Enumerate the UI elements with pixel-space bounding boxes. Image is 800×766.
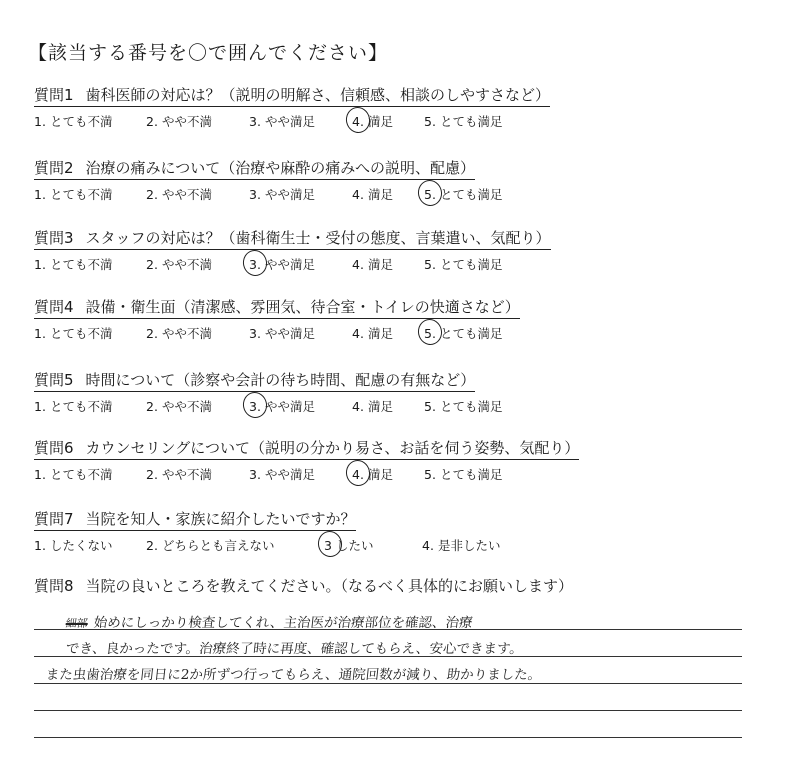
handwritten-answer-line-2 [65, 637, 524, 657]
option-number: 3. [249, 257, 261, 272]
option-number: 2. [146, 187, 158, 202]
option-number: 1. [34, 114, 46, 129]
answer-options [34, 255, 774, 273]
option-number: 4. [352, 326, 364, 341]
answer-line [34, 711, 742, 738]
question-title [34, 437, 579, 460]
answer-option[interactable] [424, 112, 502, 130]
question-3 [34, 227, 774, 273]
answer-option[interactable] [324, 536, 373, 554]
answer-option[interactable] [146, 324, 212, 342]
option-number: 1. [34, 467, 46, 482]
question-5 [34, 369, 774, 415]
option-label: 満足 [367, 399, 393, 414]
answer-options [34, 536, 774, 554]
answer-option[interactable] [34, 536, 112, 554]
option-number: 2. [146, 467, 158, 482]
option-number: 5. [424, 326, 436, 341]
question-4 [34, 296, 774, 342]
option-label: やや不満 [161, 187, 212, 202]
option-label: 満足 [367, 467, 393, 482]
answer-options [34, 397, 774, 415]
option-number: 1. [34, 538, 46, 553]
question-number: 質問6 [34, 439, 74, 457]
answer-option[interactable] [424, 255, 502, 273]
option-label: やや満足 [264, 114, 315, 129]
option-number: 1. [34, 399, 46, 414]
option-label: とても満足 [439, 187, 503, 202]
answer-option[interactable] [352, 324, 393, 342]
option-label: とても不満 [49, 467, 113, 482]
option-label: やや不満 [161, 326, 212, 341]
selected-circle-mark [344, 458, 373, 488]
answer-option[interactable] [352, 185, 393, 203]
option-number: 5. [424, 399, 436, 414]
struck-out-text: 細部 [65, 617, 89, 630]
answer-option[interactable] [146, 185, 212, 203]
answer-option[interactable] [249, 112, 315, 130]
option-label: やや満足 [264, 467, 315, 482]
answer-option[interactable] [249, 185, 315, 203]
answer-options [34, 185, 774, 203]
answer-option[interactable] [424, 465, 502, 483]
selected-circle-mark [241, 248, 270, 278]
option-number: 5. [424, 187, 436, 202]
option-number: 1. [34, 326, 46, 341]
option-label: とても満足 [439, 399, 503, 414]
option-number: 1. [34, 187, 46, 202]
handwritten-answer-line-1 [65, 611, 474, 631]
answer-option[interactable] [352, 465, 393, 483]
question-7 [34, 508, 774, 554]
option-number: 1. [34, 257, 46, 272]
option-label: とても不満 [49, 114, 113, 129]
answer-option[interactable] [34, 465, 112, 483]
option-number: 3. [249, 326, 261, 341]
option-label: やや不満 [161, 467, 212, 482]
handwritten-text: でき、良かったです。治療終了時に再度、確認してもらえ、安心できます。 [64, 641, 524, 657]
survey-header: 【該当する番号を〇で囲んでください】 [28, 42, 389, 64]
option-label: やや不満 [161, 257, 212, 272]
question-number: 質問3 [34, 229, 74, 247]
question-number: 質問5 [34, 371, 74, 389]
option-number: 3. [249, 187, 261, 202]
option-label: やや不満 [161, 114, 212, 129]
answer-option[interactable] [352, 255, 393, 273]
option-label: どちらとも言えない [161, 538, 275, 553]
answer-options [34, 324, 774, 342]
option-label: やや満足 [264, 399, 315, 414]
answer-option[interactable] [352, 112, 393, 130]
option-number: 5. [424, 257, 436, 272]
question-number: 質問7 [34, 510, 74, 528]
option-label: 満足 [367, 187, 393, 202]
option-number: 3. [249, 467, 261, 482]
selected-circle-mark [416, 317, 445, 347]
question-number: 質問1 [34, 86, 74, 104]
option-label: とても満足 [439, 326, 503, 341]
answer-option[interactable] [249, 465, 315, 483]
answer-option[interactable] [146, 465, 212, 483]
option-label: したい [335, 538, 374, 553]
answer-option[interactable] [352, 397, 393, 415]
question-number: 質問4 [34, 298, 74, 316]
option-number: 4. [352, 467, 364, 482]
selected-circle-mark [316, 529, 345, 559]
question-text: スタッフの対応は？（歯科衛生士・受付の態度、言葉遣い、気配り） [85, 229, 551, 247]
question-title [34, 157, 475, 180]
option-label: とても不満 [49, 257, 113, 272]
selected-circle-mark [344, 105, 373, 135]
option-number: 5. [424, 467, 436, 482]
answer-option[interactable] [249, 397, 315, 415]
option-number: 5. [424, 114, 436, 129]
option-number: 3. [249, 399, 261, 414]
question-title [34, 296, 520, 319]
handwritten-text: 始めにしっかり検査してくれ、主治医が治療部位を確認、治療 [92, 615, 474, 631]
question-number: 質問2 [34, 159, 74, 177]
option-number: 4. [422, 538, 434, 553]
question-text: 歯科医師の対応は？（説明の明解さ、信頼感、相談のしやすさなど） [85, 86, 550, 104]
option-number: 2. [146, 399, 158, 414]
handwritten-text: また虫歯治療を同日に2か所ずつ行ってもらえ、通院回数が減り、助かりました。 [44, 667, 543, 683]
answer-options [34, 465, 774, 483]
answer-option[interactable] [249, 324, 315, 342]
question-title [34, 369, 475, 392]
option-number: 2. [146, 326, 158, 341]
question-number: 質問8 [34, 577, 74, 595]
answer-option[interactable] [422, 536, 500, 554]
option-label: 是非したい [437, 538, 501, 553]
answer-option[interactable] [424, 324, 502, 342]
option-number: 2. [146, 114, 158, 129]
answer-line [34, 684, 742, 711]
option-number: 4. [352, 187, 364, 202]
selected-circle-mark [416, 178, 445, 208]
option-label: とても不満 [49, 399, 113, 414]
answer-option[interactable] [424, 185, 502, 203]
answer-options [34, 112, 774, 130]
option-number: 4. [352, 399, 364, 414]
answer-option[interactable] [34, 324, 112, 342]
question-title [34, 508, 356, 531]
question-text: 治療の痛みについて（治療や麻酔の痛みへの説明、配慮） [85, 159, 475, 177]
question-text: カウンセリングについて（説明の分かり易さ、お話を伺う姿勢、気配り） [85, 439, 580, 457]
option-label: とても満足 [439, 467, 503, 482]
option-label: 満足 [367, 326, 393, 341]
option-label: 満足 [367, 114, 393, 129]
handwritten-answer-line-3 [45, 663, 543, 683]
answer-option[interactable] [34, 112, 112, 130]
option-label: やや満足 [264, 326, 315, 341]
answer-option[interactable] [249, 255, 315, 273]
question-6 [34, 437, 774, 483]
option-number: 4. [352, 257, 364, 272]
option-number: 3 [324, 538, 332, 553]
answer-option[interactable] [34, 185, 112, 203]
option-label: とても不満 [49, 187, 113, 202]
answer-option[interactable] [146, 255, 212, 273]
answer-option[interactable] [146, 536, 274, 554]
option-number: 4. [352, 114, 364, 129]
answer-option[interactable] [424, 397, 502, 415]
option-number: 3. [249, 114, 261, 129]
answer-option[interactable] [34, 397, 112, 415]
selected-circle-mark [241, 390, 270, 420]
question-title [34, 227, 551, 250]
question-2 [34, 157, 774, 203]
option-label: したくない [49, 538, 113, 553]
question-text: 時間について（診察や会計の待ち時間、配慮の有無など） [85, 371, 476, 389]
option-label: やや満足 [264, 187, 315, 202]
option-number: 2. [146, 257, 158, 272]
question-8-title [34, 575, 573, 596]
question-1 [34, 84, 774, 130]
answer-option[interactable] [146, 397, 212, 415]
option-label: とても不満 [49, 326, 113, 341]
option-label: やや満足 [264, 257, 315, 272]
question-text: 当院の良いところを教えてください。（なるべく具体的にお願いします） [85, 577, 574, 595]
option-label: 満足 [367, 257, 393, 272]
option-number: 2. [146, 538, 158, 553]
option-label: とても満足 [439, 114, 503, 129]
question-title [34, 84, 550, 107]
answer-option[interactable] [146, 112, 212, 130]
question-text: 当院を知人・家族に紹介したいですか？ [85, 510, 356, 528]
answer-option[interactable] [34, 255, 112, 273]
question-text: 設備・衛生面（清潔感、雰囲気、待合室・トイレの快適さなど） [85, 298, 520, 316]
option-label: やや不満 [161, 399, 212, 414]
option-label: とても満足 [439, 257, 503, 272]
